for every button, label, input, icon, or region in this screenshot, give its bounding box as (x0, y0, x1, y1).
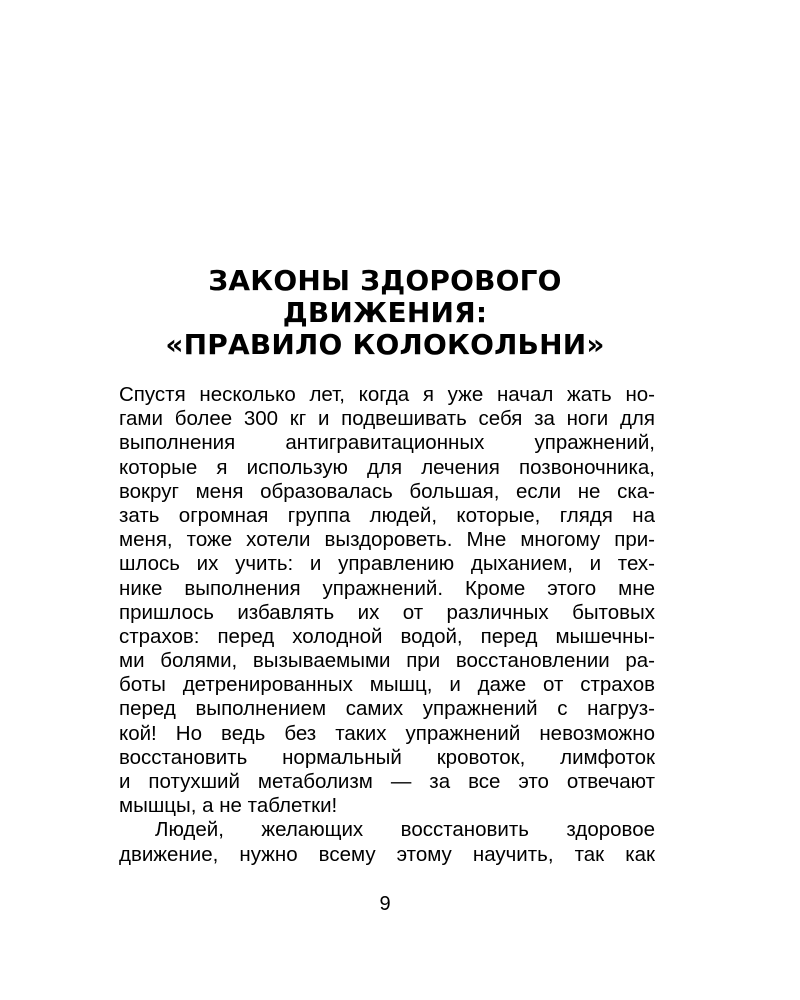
text-line: Людей, желающих восстановить здоровое (155, 818, 655, 842)
text-line: вокруг меня образовалась большая, если не ска- (119, 479, 655, 503)
text-line: перед выполнением самих упражнений с нагруз- (119, 697, 655, 721)
paragraph-2 (119, 818, 655, 866)
body-text (119, 383, 655, 867)
text-line: восстановить нормальный кровоток, лимфоток (119, 745, 655, 769)
text-line: кой! Но ведь без таких упражнений невозможно (119, 721, 655, 745)
text-line: которые я использую для лечения позвоночника, (119, 455, 655, 479)
text-line: шлось их учить: и управлению дыханием, и тех- (119, 552, 655, 576)
text-line: и потухший метаболизм — за все это отвечают (119, 770, 655, 793)
text-line: ми болями, вызываемыми при восстановлении ра- (119, 649, 655, 673)
text-line: выполнения антигравитационных упражнений, (119, 431, 655, 455)
text-line: страхов: перед холодной водой, перед мышечны- (119, 624, 655, 648)
text-line: движение, нужно всему этому научить, так как (119, 842, 655, 866)
text-line: нике выполнения упражнений. Кроме этого мне (119, 576, 655, 600)
text-line: Спустя несколько лет, когда я уже начал жать но- (119, 383, 655, 406)
chapter-title-line-1: ЗАКОНЫ ЗДОРОВОГО (208, 264, 562, 297)
text-line: пришлось избавлять их от различных бытовых (119, 600, 655, 624)
text-line: мышцы, а не таблетки! (119, 794, 338, 818)
text-line: гами более 300 кг и подвешивать себя за ноги для (119, 407, 655, 431)
chapter-title-line-2: ДВИЖЕНИЯ: (282, 296, 488, 329)
chapter-title (100, 265, 670, 361)
paragraph-1 (119, 383, 655, 818)
page-number: 9 (379, 893, 391, 915)
text-line: меня, тоже хотели выздороветь. Мне многому при- (119, 528, 655, 552)
text-line: боты детренированных мышц, и даже от страхов (119, 673, 655, 697)
chapter-title-line-3: «ПРАВИЛО КОЛОКОЛЬНИ» (165, 328, 605, 361)
text-line: зать огромная группа людей, которые, глядя на (119, 503, 655, 527)
